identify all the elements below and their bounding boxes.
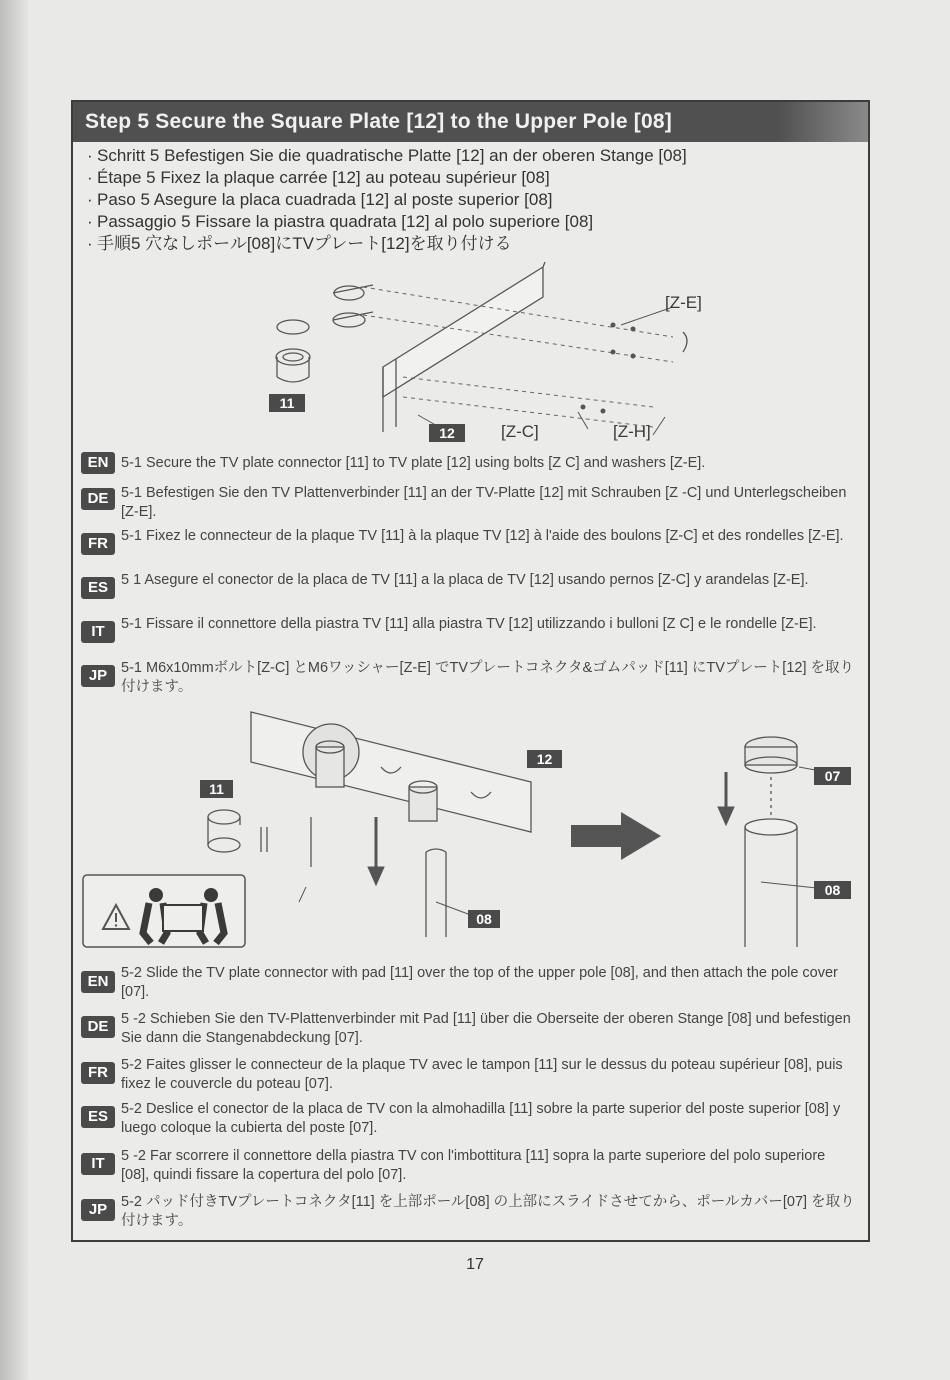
step-line-de: · Schritt 5 Befestigen Sie die quadratische Platte [12] an der oberen Stange [08] — [87, 146, 687, 165]
lang-badge-en: EN — [81, 452, 115, 474]
lang2-badge-es: ES — [81, 1106, 115, 1128]
callout-zc: [Z-C] — [501, 422, 539, 441]
step-line-fr: · Étape 5 Fixez la plaque carrée [12] au poteau supérieur [08] — [87, 168, 550, 187]
lang2-badge-fr: FR — [81, 1062, 115, 1084]
instruction-frame — [71, 100, 870, 1242]
step-line-es: · Paso 5 Asegure la placa cuadrada [12] al poste superior [08] — [87, 190, 553, 209]
lang2-badge-jp: JP — [81, 1199, 115, 1221]
page-edge-shadow — [0, 0, 28, 1380]
instruction2-text-fr: 5-2 Faites glisser le connecteur de la plaque TV avec le tampon [11] sur le dessus du poteau supérieur [08], puis fixez le couvercle du poteau [07]. — [121, 1057, 843, 1092]
lang-badge-es: ES — [81, 577, 115, 599]
callout-ze: [Z-E] — [665, 293, 702, 312]
instruction-text-de: 5-1 Befestigen Sie den TV Plattenverbinder [11] an der TV-Platte [12] mit Schrauben [Z -C] und Unterlegscheiben [Z-E]. — [121, 485, 847, 520]
part-label-08-b: 08 — [814, 881, 851, 899]
part-label-08-a: 08 — [468, 910, 500, 928]
instruction-text-it: 5-1 Fissare il connettore della piastra TV [11] alla piastra TV [12] utilizzando i bulloni [Z C] e le rondelle [Z-E]. — [121, 616, 817, 632]
step-title-bar — [73, 102, 868, 142]
lang-badge-de: DE — [81, 488, 115, 510]
part-label-11: 11 — [269, 394, 305, 412]
part-label-12: 12 — [429, 424, 465, 442]
part-label-11-b: 11 — [200, 780, 233, 798]
instruction2-text-de: 5 -2 Schieben Sie den TV-Plattenverbinder mit Pad [11] über die Oberseite der oberen Stange [08] und befestigen Sie dann die Stangenabdeckung [07]. — [121, 1011, 851, 1046]
lang2-badge-it: IT — [81, 1153, 115, 1175]
instruction2-text-es: 5-2 Deslice el conector de la placa de TV con la almohadilla [11] sobre la parte superior del poste superior [08] y luego coloque la cubierta del poste [07]. — [121, 1101, 841, 1136]
step-line-jp: · 手順5 穴なしポール[08]にTVプレート[12]を取り付ける — [87, 234, 512, 253]
step-title: Step 5 Secure the Square Plate [12] to the Upper Pole [08] — [85, 110, 672, 133]
exploded-assembly-diagram — [253, 257, 713, 447]
instruction-text-es: 5 1 Asegure el conector de la placa de TV [11] a la placa de TV [12] usando pernos [Z-C] y arandelas [Z-E]. — [121, 572, 809, 588]
instruction2-text-jp: 5-2 パッド付きTVプレートコネクタ[11] を上部ポール[08] の上部にスライドさせてから、ポールカバー[07] を取り付けます。 — [121, 1194, 855, 1229]
lang-badge-jp: JP — [81, 665, 115, 687]
instruction-text-en: 5-1 Secure the TV plate connector [11] to TV plate [12] using bolts [Z C] and washers [Z-E]. — [121, 455, 706, 471]
lang-badge-it: IT — [81, 621, 115, 643]
part-label-07: 07 — [814, 767, 851, 785]
instruction-text-jp: 5-1 M6x10mmボルト[Z-C] とM6ワッシャー[Z-E] でTVプレートコネクタ&ゴムパッド[11] にTVプレート[12] を取り付けます。 — [121, 660, 855, 695]
instruction2-text-en: 5-2 Slide the TV plate connector with pad [11] over the top of the upper pole [08], and then attach the pole cover [07]. — [121, 965, 838, 1000]
lang2-badge-en: EN — [81, 971, 115, 993]
part-label-12-b: 12 — [527, 750, 562, 768]
lang-badge-fr: FR — [81, 533, 115, 555]
title-bar-fade — [778, 102, 868, 142]
instruction-text-fr: 5-1 Fixez le connecteur de la plaque TV [11] à la plaque TV [12] à l'aide des boulons [Z-C] et des rondelles [Z-E]. — [121, 528, 844, 544]
lang2-badge-de: DE — [81, 1016, 115, 1038]
page-number: 17 — [466, 1256, 484, 1273]
step-translations — [87, 145, 687, 255]
callout-zh: [Z-H] — [613, 422, 651, 441]
instruction2-text-it: 5 -2 Far scorrere il connettore della piastra TV con l'imbottitura [11] sopra la parte superiore del polo superiore [08], quindi fissare la copertura del polo [07]. — [121, 1148, 826, 1183]
step-line-it: · Passaggio 5 Fissare la piastra quadrata [12] al polo superiore [08] — [87, 212, 594, 231]
